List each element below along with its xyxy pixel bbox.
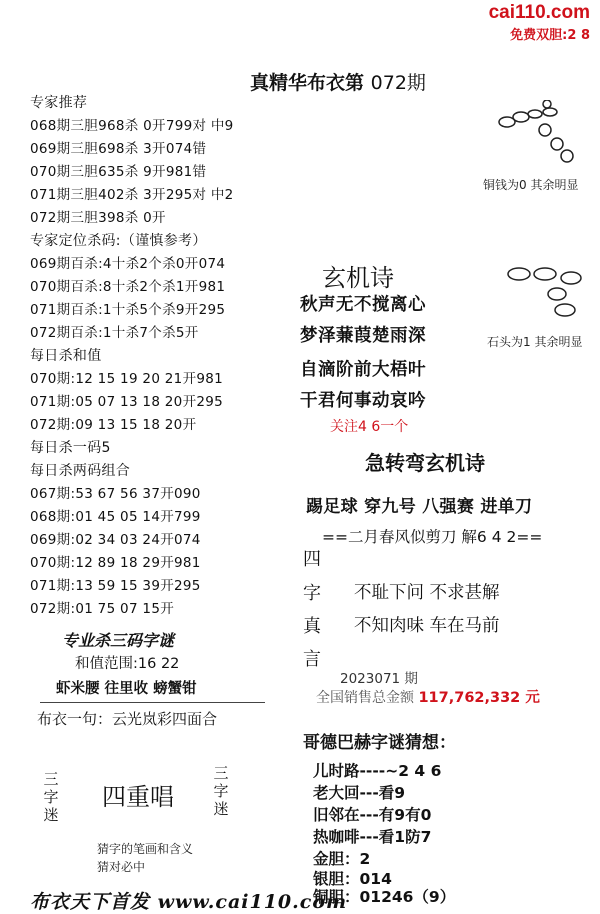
site-logo: cai110.com (488, 2, 590, 23)
answer-row: 儿时路----~2 4 6 (313, 762, 442, 780)
expert-row: 071期三胆402杀 3开295对 中2 (30, 187, 234, 203)
sum-row: 070期:12 15 19 20 21开981 (30, 371, 224, 387)
expert-row: 070期三胆635杀 9开981错 (30, 164, 207, 180)
page-title (250, 68, 426, 95)
free-pick-label: 免费双胆:2 8 (510, 28, 590, 43)
kill-two-row: 071期:13 59 15 39开295 (30, 578, 201, 594)
riddle-poem-title: 急转弯玄机诗 (365, 451, 485, 475)
coin-caption: 铜钱为0 其余明显 (483, 178, 579, 192)
vert-char: 迷 (213, 800, 229, 818)
position-row: 070期百杀:8十杀2个杀1开981 (30, 279, 226, 295)
sales-total (316, 686, 540, 707)
sales-label: 全国销售总金额 (316, 690, 414, 706)
poem-line: 干君何事动哀吟 (300, 391, 426, 411)
title-prefix: 真精华布衣第 (250, 72, 365, 94)
sum-row: 071期:05 07 13 18 20开295 (30, 394, 224, 410)
goldbach-title: 哥德巴赫字谜猜想： (303, 733, 456, 753)
three-char-label-right (212, 764, 230, 818)
position-row: 071期百杀:1十杀5个杀9开295 (30, 302, 226, 318)
guess-hint-2: 猜对必中 (97, 860, 146, 874)
expert-title: 专家推荐 (30, 95, 88, 111)
divider (40, 702, 265, 703)
kill-two-row: 070期:12 89 18 29开981 (30, 555, 201, 571)
answer-row: 旧邻在---有9有0 (313, 806, 432, 824)
position-row: 072期百杀:1十杀7个杀5开 (30, 325, 199, 341)
guess-hint: 猜字的笔画和含义 (97, 842, 194, 856)
kill-two-title: 每日杀两码组合 (30, 463, 131, 479)
vertical-char: 四 (303, 549, 321, 570)
vertical-char: 真 (303, 616, 321, 637)
riddle-text: 踢足球 穿九号 八强赛 进单刀 (306, 497, 533, 517)
kill-two-row: 072期:01 75 07 15开 (30, 601, 175, 617)
three-char-label-left (42, 770, 60, 824)
kill-one-code: 每日杀一码5 (30, 440, 111, 456)
position-row: 069期百杀:4十杀2个杀0开074 (30, 256, 226, 272)
vert-char: 字 (213, 782, 229, 800)
sum-range: 和值范围:16 22 (75, 656, 180, 672)
footer-brand: 布衣天下首发 www.cai110.com (30, 891, 348, 913)
answer-row: 热咖啡---看1防7 (313, 828, 432, 846)
vertical-char: 字 (303, 583, 321, 604)
answer-row: 金胆：2 (313, 850, 371, 868)
expert-row: 069期三胆698杀 3开074错 (30, 141, 207, 157)
four-char-row: 不知肉味 车在马前 (354, 616, 500, 636)
vert-char: 三 (213, 764, 229, 782)
kill-two-row: 068期:01 45 05 14开799 (30, 509, 201, 525)
draw-issue: 2023071 期 (340, 671, 418, 687)
answer-row: 银胆：014 (313, 870, 392, 888)
vertical-char: 言 (303, 649, 321, 670)
stone-caption: 石头为1 其余明显 (487, 335, 583, 349)
riddle-hint: ==二月春风似剪刀 解6 4 2== (322, 528, 543, 546)
stone-sketch (505, 264, 590, 324)
expert-row: 068期三胆968杀 0开799对 中9 (30, 118, 234, 134)
left-column (30, 92, 295, 621)
four-voice: 四重唱 (102, 783, 174, 811)
vert-char: 字 (43, 788, 59, 806)
sum-row: 072期:09 13 15 18 20开 (30, 417, 197, 433)
poem-title: 玄机诗 (322, 264, 394, 292)
kill-two-row: 067期:53 67 56 37开090 (30, 486, 201, 502)
coin-sketch (495, 100, 585, 170)
vert-char: 三 (43, 770, 59, 788)
riddle-line: 虾米腰 往里收 螃蟹钳 (56, 681, 197, 697)
sales-value: 117,762,332 元 (418, 690, 540, 706)
poem-line: 自滴阶前大梧叶 (300, 360, 426, 380)
poem-line: 秋声无不搅离心 (300, 295, 426, 315)
position-title: 专家定位杀码:（谨慎参考） (30, 233, 207, 249)
answer-row: 老大回---看9 (313, 784, 406, 802)
poem-line: 梦泽蒹葭楚雨深 (300, 326, 426, 346)
buyi-sentence: 布衣一句：云光岚彩四面合 (37, 710, 218, 728)
title-issue: 072期 (370, 72, 426, 94)
answer-row: 铜胆：01246（9） (313, 888, 456, 906)
vert-char: 迷 (43, 806, 59, 824)
kill-two-row: 069期:02 34 03 24开074 (30, 532, 201, 548)
riddle3-heading: 专业杀三码字谜 (62, 631, 175, 650)
follow-numbers: 关注4 6一个 (330, 419, 409, 435)
expert-row: 072期三胆398杀 0开 (30, 210, 166, 226)
sum-title: 每日杀和值 (30, 348, 102, 364)
four-char-row: 不耻下问 不求甚解 (354, 583, 500, 603)
